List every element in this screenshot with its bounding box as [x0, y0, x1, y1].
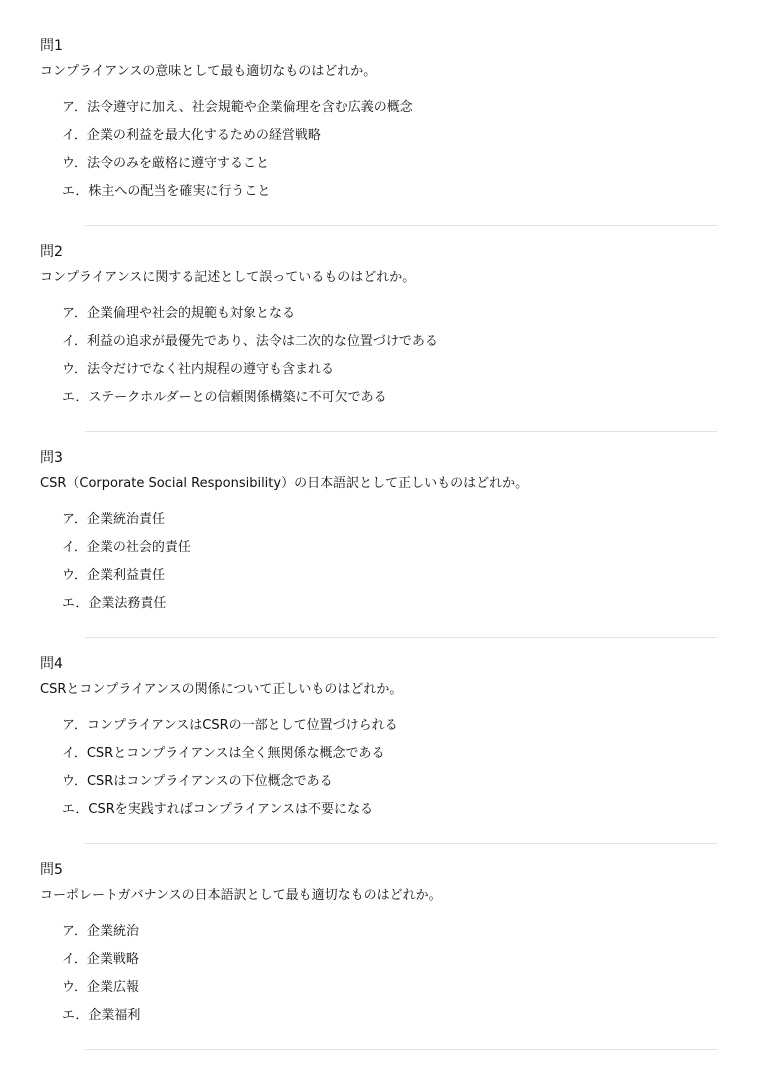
choice-e: エ．企業福利: [62, 1008, 141, 1023]
choice-a: ア．企業倫理や社会的規範も対象となる: [62, 306, 295, 321]
divider: [85, 1049, 717, 1050]
choice-a: ア．法令遵守に加え、社会規範や企業倫理を含む広義の概念: [62, 100, 413, 115]
choice-u: ウ．法令だけでなく社内規程の遵守も含まれる: [62, 362, 334, 377]
divider: [85, 225, 717, 226]
choice-a: ア．企業統治: [62, 924, 139, 939]
choice-e: エ．ステークホルダーとの信頼関係構築に不可欠である: [62, 390, 387, 405]
divider: [85, 431, 717, 432]
choice-u: ウ．企業利益責任: [62, 568, 165, 583]
choice-i: イ．CSRとコンプライアンスは全く無関係な概念である: [62, 746, 385, 761]
question-text: コーポレートガバナンスの日本語訳として最も適切なものはどれか。: [40, 888, 442, 903]
divider: [85, 843, 717, 844]
choice-u: ウ．企業広報: [62, 980, 139, 995]
choice-list: [62, 305, 438, 417]
question-number: 問2: [40, 244, 63, 260]
choice-u: ウ．CSRはコンプライアンスの下位概念である: [62, 774, 333, 789]
choice-list: [62, 511, 191, 623]
question-text: CSRとコンプライアンスの関係について正しいものはどれか。: [40, 682, 403, 697]
question-number: 問4: [40, 656, 63, 672]
choice-a: ア．企業統治責任: [62, 512, 165, 527]
choice-i: イ．利益の追求が最優先であり、法令は二次的な位置づけである: [62, 334, 438, 349]
choice-list: [62, 99, 413, 211]
question-text: コンプライアンスに関する記述として誤っているものはどれか。: [40, 270, 416, 285]
choice-e: エ．CSRを実践すればコンプライアンスは不要になる: [62, 802, 374, 817]
choice-a: ア．コンプライアンスはCSRの一部として位置づけられる: [62, 718, 398, 733]
choice-list: [62, 923, 140, 1035]
question-text: CSR（Corporate Social Responsibility）の日本語訳として正しいものはどれか。: [40, 476, 529, 491]
divider: [85, 637, 717, 638]
choice-i: イ．企業戦略: [62, 952, 139, 967]
choice-i: イ．企業の利益を最大化するための経営戦略: [62, 128, 321, 143]
choice-e: エ．株主への配当を確実に行うこと: [62, 184, 271, 199]
question-number: 問5: [40, 862, 63, 878]
choice-list: [62, 717, 398, 829]
question-text: コンプライアンスの意味として最も適切なものはどれか。: [40, 64, 377, 79]
choice-e: エ．企業法務責任: [62, 596, 167, 611]
choice-u: ウ．法令のみを厳格に遵守すること: [62, 156, 269, 171]
question-number: 問1: [40, 38, 63, 54]
question-number: 問3: [40, 450, 63, 466]
choice-i: イ．企業の社会的責任: [62, 540, 191, 555]
